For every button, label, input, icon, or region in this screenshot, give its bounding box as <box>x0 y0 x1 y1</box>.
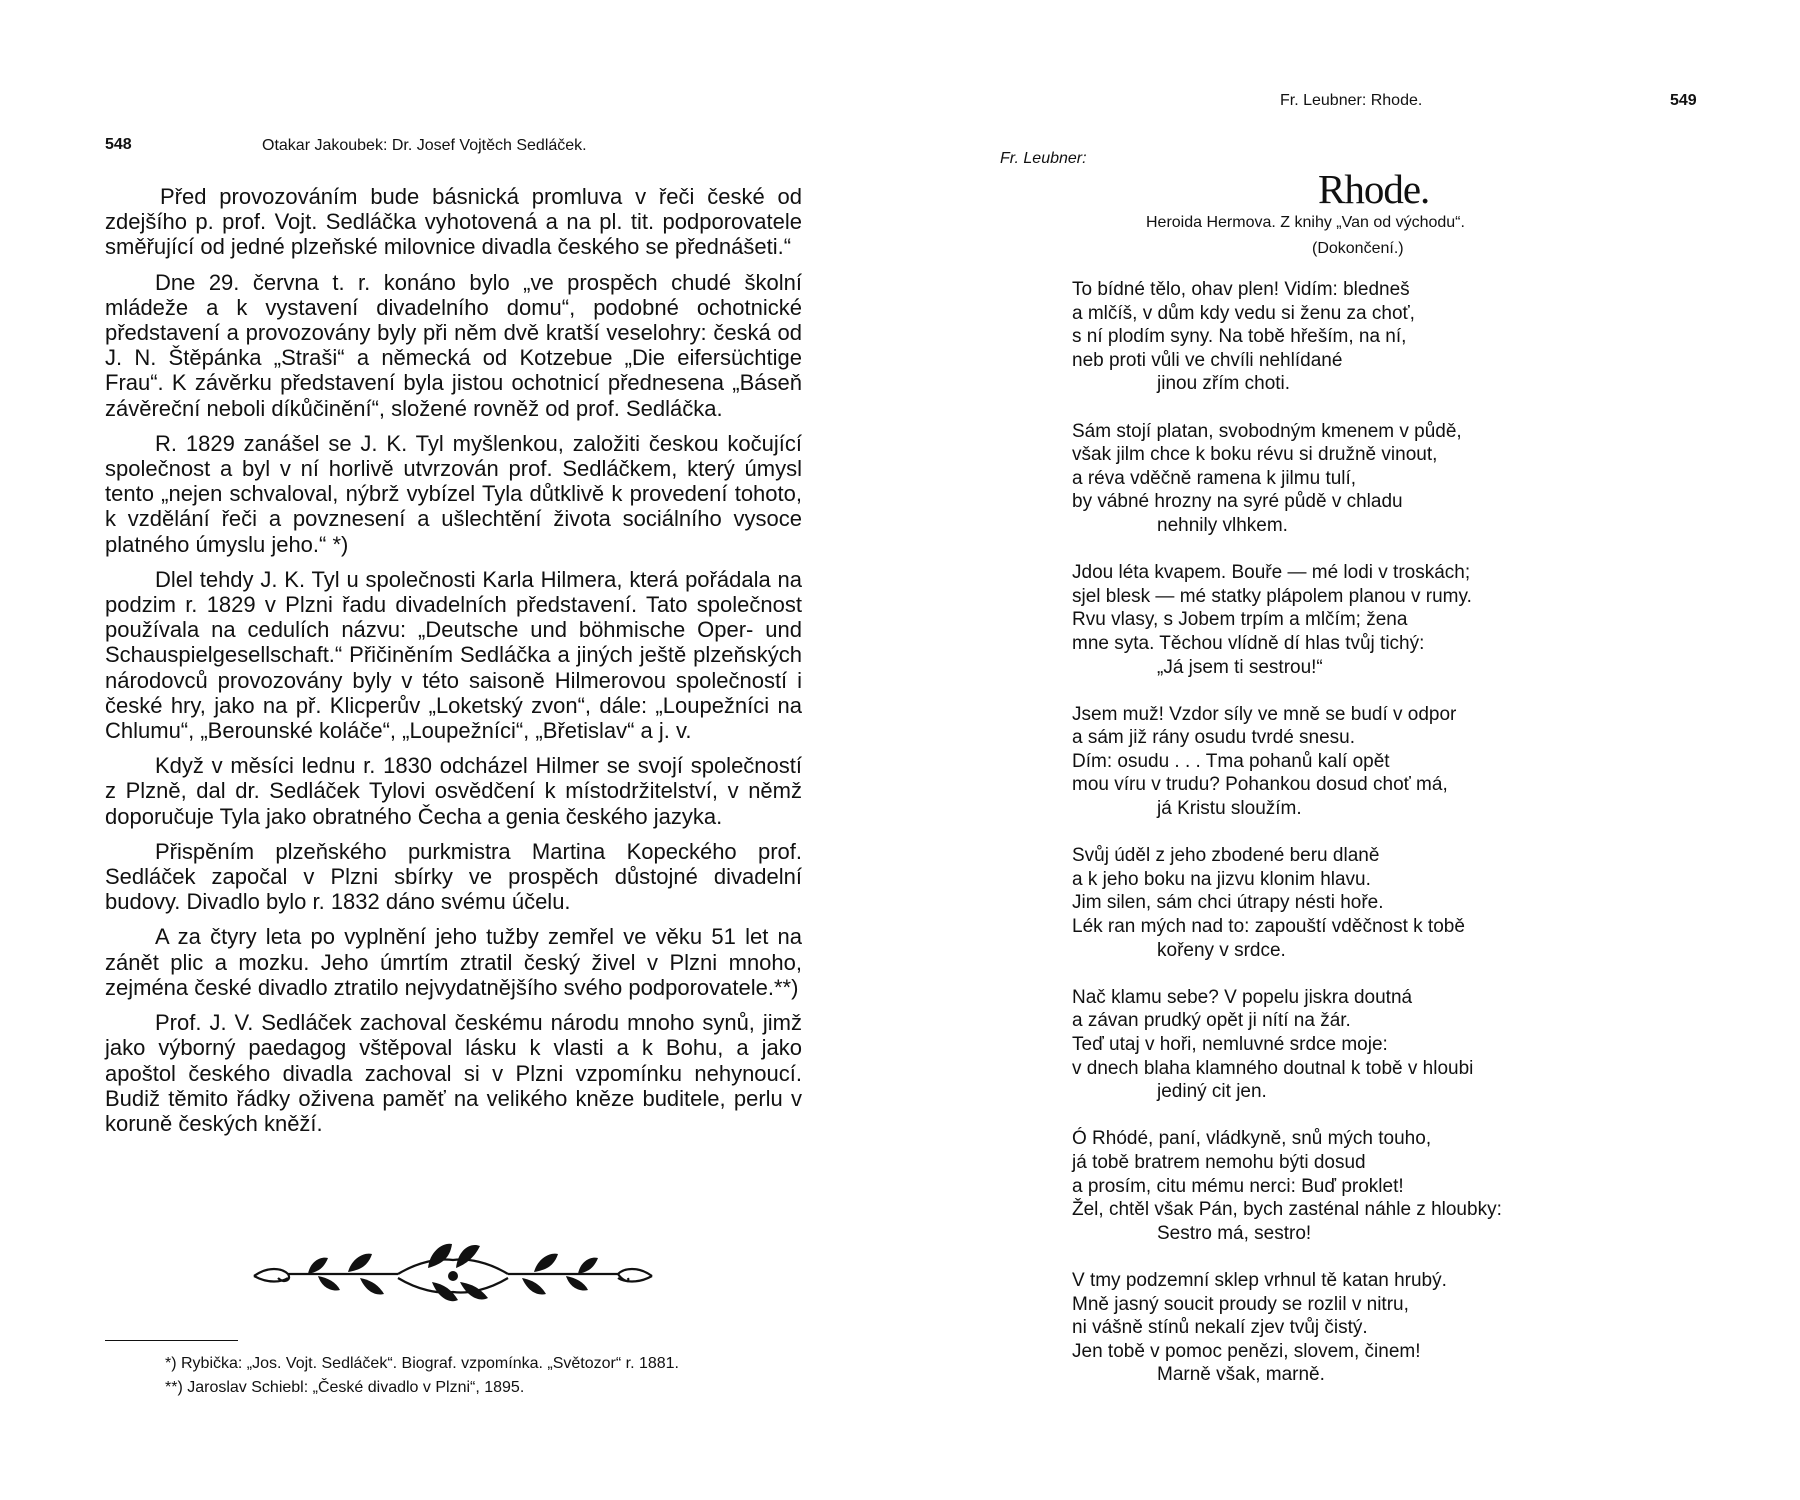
verse-line: Jen tobě v pomoc penězi, slovem, činem! <box>1072 1340 1421 1362</box>
stanza <box>1072 278 1752 396</box>
verse-line: sjel blesk — mé statky plápolem planou v rumy. <box>1072 585 1472 607</box>
verse-line: v dnech blaha klamného doutnal k tobě v hloubi <box>1072 1057 1474 1079</box>
verse-line: však jilm chce k boku révu si družně vinout, <box>1072 444 1438 466</box>
page-number-right: 549 <box>1670 92 1697 109</box>
verse-line: Rvu vlasy, s Jobem trpím a mlčím; žena <box>1072 609 1408 631</box>
stanza <box>1072 1269 1752 1387</box>
author-name: Fr. Leubner: <box>1000 150 1087 167</box>
verse-line: a mlčíš, v dům kdy vedu si ženu za choť, <box>1072 302 1415 324</box>
page-number-left: 548 <box>105 136 132 153</box>
paragraph: Dne 29. června t. r. konáno bylo „ve prospěch chudé školní mládeže a k vystavení divadelního domu“, podobné ochotnické představení a provozovány byly při něm dvě kratší veselohry: česká od J. N. Štěpánka „Straši“ a německá od Kotzebue „Die eifersüchtige Frau“. K závěrku představení byla jistou ochotnicí přednesena „Báseň závěreční neboli díkůčinění“, složené rovněž od prof. Sedláčka. <box>105 269 802 421</box>
continuation-note: (Dokončení.) <box>1312 240 1404 257</box>
stanza <box>1072 1127 1752 1245</box>
running-head-left: Otakar Jakoubek: Dr. Josef Vojtěch Sedláček. <box>262 137 587 154</box>
verse-line: Lék ran mých nad to: zapouští vděčnost k tobě <box>1072 916 1465 938</box>
verse-line: mou víru v trudu? Pohankou dosud choť má, <box>1072 774 1448 796</box>
verse-line: a k jeho boku na jizvu klonim hlavu. <box>1072 868 1371 890</box>
verse-line: s ní plodím syny. Na tobě hřeším, na ní, <box>1072 326 1407 348</box>
verse-line: a prosím, citu mému nerci: Buď proklet! <box>1072 1175 1404 1197</box>
verse-line: Nač klamu sebe? V popelu jiskra doutná <box>1072 986 1413 1008</box>
footnote: *) Rybička: „Jos. Vojt. Sedláček“. Biograf. vzpomínka. „Světozor“ r. 1881. <box>165 1355 679 1372</box>
verse-line: a závan prudký opět ji nítí na žár. <box>1072 1010 1351 1032</box>
verse-line: Marně však, marně. <box>1157 1364 1325 1386</box>
verse-line: Sestro má, sestro! <box>1157 1222 1312 1244</box>
paragraph: R. 1829 zanášel se J. K. Tyl myšlenkou, založiti českou kočující společnost a byl v ní horlivě utvrzován prof. Sedláčkem, který úmysl tento „nejen schvaloval, nýbrž vybízel Tyla důtklivě k provedení tohoto, k vzdělání řeči a povznesení a ušlechtění života sociálního vysoce platného úmyslu jeho.“ *) <box>105 430 802 557</box>
verse-line: nehnily vlhkem. <box>1157 514 1288 536</box>
paragraph: Dlel tehdy J. K. Tyl u společnosti Karla Hilmera, která pořádala na podzim r. 1829 v Plzni řadu divadelních představení. Tato společnost používala na cedulích názvu: „Deutsche und böhmische Oper- und Schauspielgesellschaft.“ Přičiněním Sedláčka a jiných ještě plzeňských národovců provozovány byly v této saisoně Hilmerovou společností i české hry, jako na př. Klicperův „Loketský zvon“, dále: „Loupežníci na Chlumu“, „Berounské koláče“, „Loupežníci“, „Břetislav“ a j. v. <box>105 566 802 744</box>
verse-line: Teď utaj v hoři, nemluvné srdce moje: <box>1072 1034 1388 1055</box>
footnotes <box>105 1352 802 1400</box>
verse-line: V tmy podzemní sklep vrhnul tě katan hrubý. <box>1072 1269 1447 1291</box>
verse-line: neb proti vůli ve chvíli nehlídané <box>1072 349 1343 371</box>
footnote: **) Jaroslav Schiebl: „České divadlo v Plzni“, 1895. <box>165 1379 525 1396</box>
paragraph: Před provozováním bude básnická promluva v řeči české od zdejšího p. prof. Vojt. Sedláčka vyhotovená a na pl. tit. podporovatele směřující od jedné plzeňské milovnice divadla českého se přednášeti.“ <box>105 184 802 260</box>
paragraph: Prof. J. V. Sedláček zachoval českému národu mnoho synů, jimž jako výborný paedagog vštěpoval lásku k vlasti a k Bohu, a jako apoštol českého divadla zachoval si v Plzni vzpomínku nehynoucí. Budiž těmito řádky oživena paměť na velikého kněze buditele, perlu v koruně českých kněží. <box>105 1010 802 1136</box>
verse-line: já Kristu sloužím. <box>1157 798 1302 820</box>
stanza <box>1072 844 1752 962</box>
verse-line: já tobě bratrem nemohu býti dosud <box>1072 1151 1366 1173</box>
paragraph: Když v měsíci lednu r. 1830 odcházel Hilmer se svojí společností z Plzně, dal dr. Sedláček Tylovi osvědčení k místodržitelství, v němž doporučuje Tyla jako obratného Čecha a genia českého jazyka. <box>105 753 802 829</box>
verse-line: Dím: osudu . . . Tma pohanů kalí opět <box>1072 750 1390 772</box>
paragraph: A za čtyry leta po vyplnění jeho tužby zemřel ve věku 51 let na zánět plic a mozku. Jeho úmrtím ztratil český živel v Plzni mnoho, zejména české divadlo ztratilo nejvydatnějšího svého podporovatele.**) <box>105 924 802 1000</box>
stanza <box>1072 703 1752 821</box>
stanza <box>1072 561 1752 679</box>
verse-line: Svůj úděl z jeho zbodené beru dlaně <box>1072 845 1380 867</box>
verse-line: jinou zřím choti. <box>1157 373 1291 395</box>
running-head-right: Fr. Leubner: Rhode. <box>1280 92 1423 109</box>
poem-title: Rhode. <box>1318 166 1430 212</box>
verse-line: Žel, chtěl však Pán, bych zasténal náhle z hloubky: <box>1072 1199 1502 1221</box>
article-body <box>105 184 802 1146</box>
verse-line: Sám stojí platan, svobodným kmenem v půdě, <box>1072 420 1462 442</box>
stanza <box>1072 420 1752 538</box>
verse-line: a sám již rány osudu tvrdé snesu. <box>1072 727 1356 749</box>
paragraph: Přispěním plzeňského purkmistra Martina Kopeckého prof. Sedláček započal v Plzni sbírky ve prospěch důstojné divadelní budovy. Divadlo bylo r. 1832 dáno svému účelu. <box>105 838 802 915</box>
footnote-rule <box>105 1340 238 1341</box>
verse-line: kořeny v srdce. <box>1157 939 1286 961</box>
verse-line: Jim silen, sám chci útrapy nésti hoře. <box>1072 892 1384 914</box>
poem-body <box>1072 278 1752 1411</box>
verse-line: a réva vděčně ramena k jilmu tulí, <box>1072 467 1357 489</box>
verse-line: Ó Rhódé, paní, vládkyně, snů mých touho, <box>1072 1128 1432 1150</box>
stanza <box>1072 986 1752 1104</box>
verse-line: Mně jasný soucit proudy se rozlil v nitru, <box>1072 1293 1409 1315</box>
floral-ornament-icon <box>248 1238 658 1308</box>
verse-line: mne syta. Těchou vlídně dí hlas tvůj tichý: <box>1072 632 1425 654</box>
verse-line: jediný cit jen. <box>1157 1081 1267 1103</box>
verse-line: To bídné tělo, ohav plen! Vidím: bledneš <box>1072 279 1410 300</box>
verse-line: Jsem muž! Vzdor síly ve mně se budí v odpor <box>1072 703 1457 725</box>
verse-line: ni vášně stínů nekalí zjev tvůj čistý. <box>1072 1317 1368 1339</box>
right-page <box>900 0 1800 1500</box>
verse-line: by vábné hrozny na syré půdě v chladu <box>1072 491 1403 513</box>
verse-line: „Já jsem ti sestrou!“ <box>1157 656 1323 678</box>
verse-line: Jdou léta kvapem. Bouře — mé lodi v troskách; <box>1072 562 1471 584</box>
poem-subtitle: Heroida Hermova. Z knihy „Van od východu“. <box>1146 214 1465 231</box>
